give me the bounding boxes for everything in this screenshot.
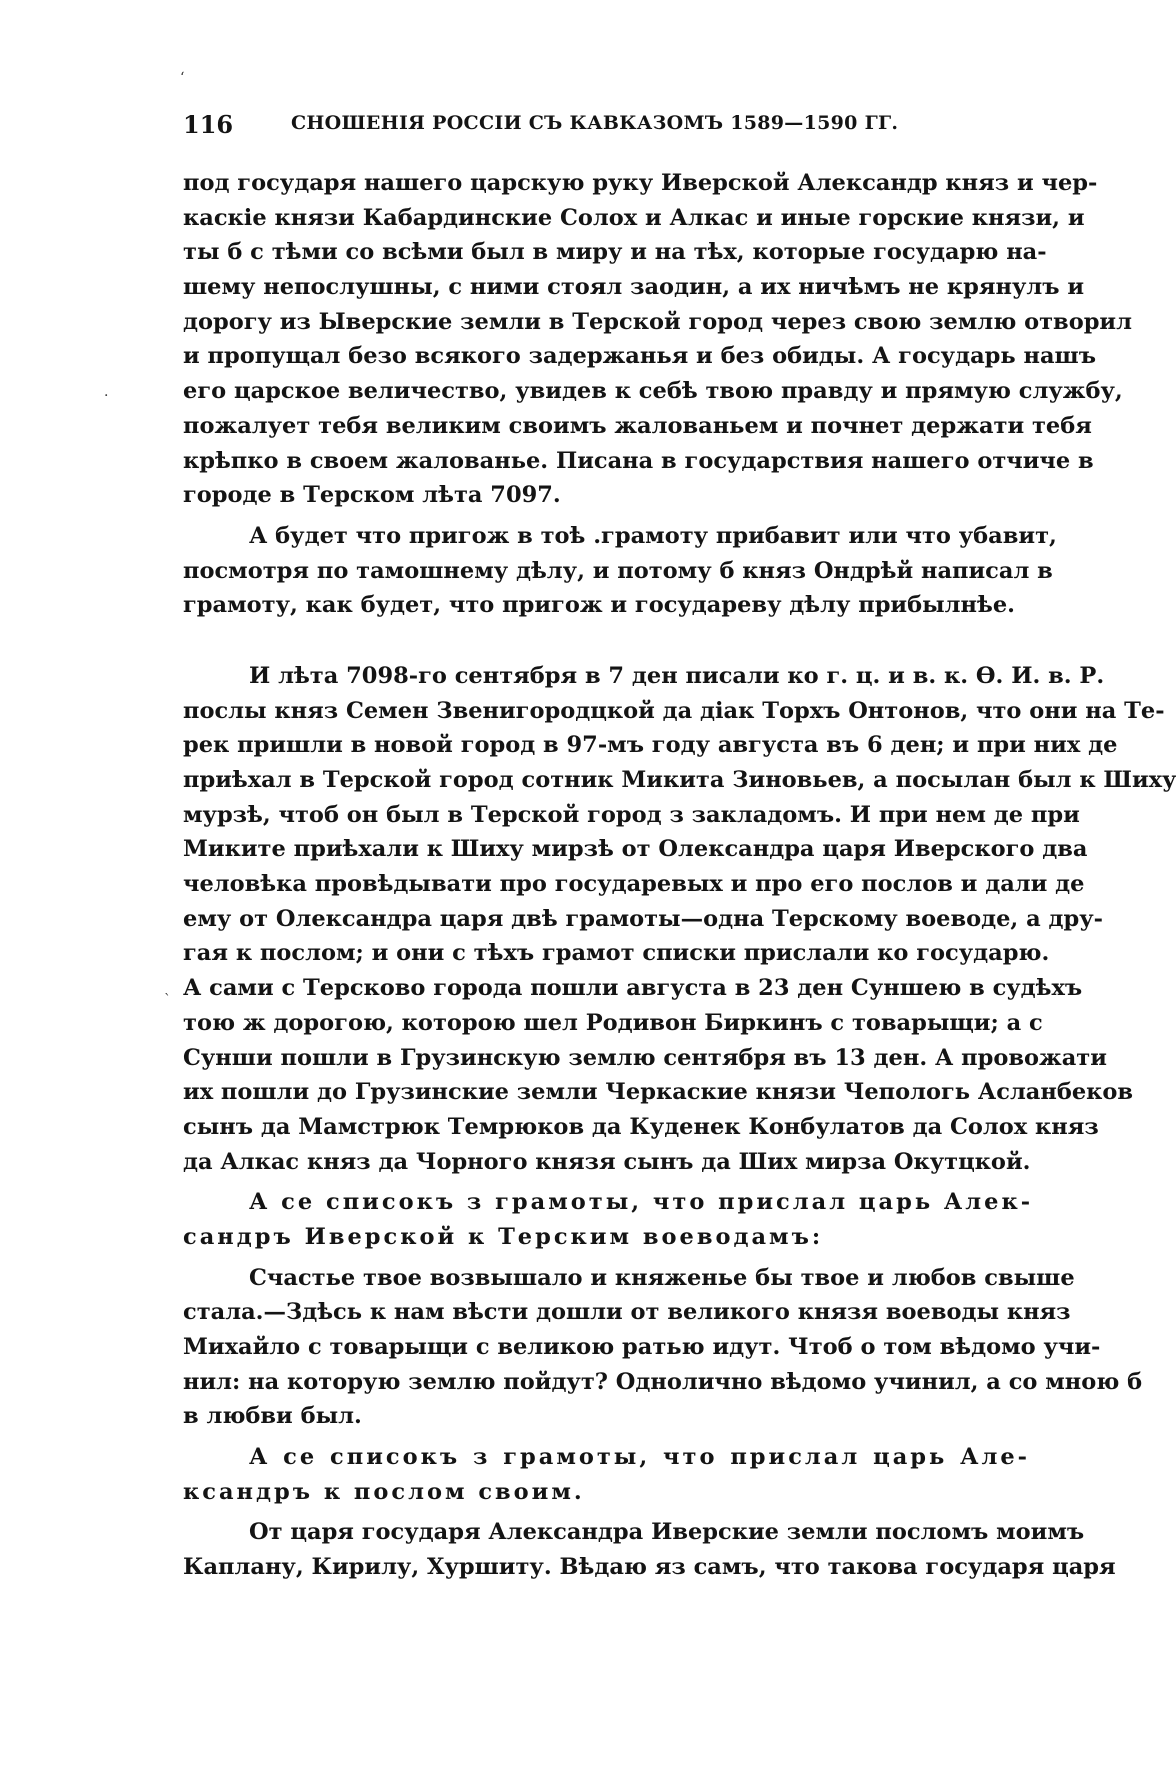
text-line: Счастье твое возвышало и княженье бы твое и любов свыше xyxy=(249,1264,1075,1291)
page-header xyxy=(183,110,900,144)
scan-speck: · xyxy=(104,388,109,404)
text-line: А се списокъ з грамоты, что прислал царь Але- xyxy=(249,1444,1030,1471)
text-line: рек пришли в новой город в 97-мъ году августа въ 6 ден; и при них де xyxy=(183,732,1118,759)
text-line: под государя нашего царскую руку Иверской Александр княз и чер- xyxy=(183,170,1098,196)
text-line: пожалует тебя великим своимъ жалованьем и почнет держати тебя xyxy=(183,412,1092,439)
scan-speck: ‘ xyxy=(180,70,185,86)
letter-heading xyxy=(183,1185,1034,1254)
text-line: Сунши пошли в Грузинскую землю сентября въ 13 ден. А провожати xyxy=(183,1044,1107,1071)
text-line: А будет что пригож в тоѣ .грамоту прибавит или что убавит, xyxy=(249,522,1057,549)
text-line: сынъ да Мамстрюк Темрюков да Куденек Конбулатов да Солох княз xyxy=(183,1113,1099,1140)
text-line: мурзѣ, чтоб он был в Терской город з закладомъ. И при нем де при xyxy=(183,801,1080,828)
text-line: шему непослушны, с ними стоял заодин, а их ничѣмъ не крянулъ и xyxy=(183,274,1085,301)
running-title: СНОШЕНІЯ РОССІИ СЪ КАВКАЗОМЪ 1589—1590 ГГ. xyxy=(291,112,899,134)
paragraph xyxy=(183,166,1132,513)
text-line: городе в Терском лѣта 7097. xyxy=(183,482,561,509)
paragraph xyxy=(183,519,1057,623)
paragraph xyxy=(183,1515,1116,1584)
text-line: посмотря по тамошнему дѣлу, и потому б княз Ондрѣй написал в xyxy=(183,557,1053,584)
text-line: в любви был. xyxy=(183,1403,362,1430)
text-line: ксандръ к послом своим. xyxy=(183,1478,585,1505)
letter-heading xyxy=(183,1440,1030,1509)
text-line: А сами с Терсково города пошли августа в 23 ден Суншею в судѣхъ xyxy=(183,975,1083,1002)
text-line: нил: на которую землю пойдут? Однолично вѣдомо учинил, а со мною б xyxy=(183,1368,1143,1395)
scan-speck: ` xyxy=(164,992,171,1008)
body-text xyxy=(183,166,1176,1585)
text-line: их пошли до Грузинские земли Черкаские князи Чепологь Асланбеков xyxy=(183,1079,1134,1106)
text-line: послы княз Семен Звенигородцкой да діак Торхъ Онтонов, что они на Те- xyxy=(183,697,1165,724)
text-line: ты б с тѣми со всѣми был в миру и на тѣх, которые государю на- xyxy=(183,239,1047,266)
text-line: грамоту, как будет, что пригож и государеву дѣлу прибылнѣе. xyxy=(183,592,1015,619)
text-line: И лѣта 7098-го сентября в 7 ден писали ко г. ц. и в. к. Ѳ. И. в. Р. xyxy=(249,662,1105,689)
text-line: каскіе князи Кабардинские Солох и Алкас и иные горские князи, и xyxy=(183,204,1085,231)
text-line: дорогу из Ыверские земли в Терской город через свою землю отворил xyxy=(183,308,1132,335)
text-line: человѣка провѣдывати про государевых и про его послов и дали де xyxy=(183,871,1085,898)
text-line: гая к послом; и они с тѣхъ грамот списки прислали ко государю. xyxy=(183,940,1050,967)
page-number: 116 xyxy=(183,110,234,139)
text-line: От царя государя Александра Иверские земли посломъ моимъ xyxy=(249,1519,1085,1546)
paragraph xyxy=(183,1261,1143,1434)
text-line: Каплану, Кирилу, Хуршиту. Вѣдаю яз самъ, что такова государя царя xyxy=(183,1554,1116,1581)
text-line: сандръ Иверской к Терским воеводамъ: xyxy=(183,1223,824,1250)
text-line: А се списокъ з грамоты, что прислал царь Алек- xyxy=(249,1189,1034,1216)
text-line: Михайло с товарыщи с великою ратью идут. Чтоб о том вѣдомо учи- xyxy=(183,1334,1101,1360)
text-line: его царское величество, увидев к себѣ твою правду и прямую службу, xyxy=(183,378,1123,405)
text-line: ему от Олександра царя двѣ грамоты—одна Терскому воеводе, а дру- xyxy=(183,905,1103,932)
text-line: да Алкас княз да Чорного князя сынъ да Ших мирза Окутцкой. xyxy=(183,1148,1031,1175)
text-line: Миките приѣхали к Шиху мирзѣ от Олександра царя Иверского два xyxy=(183,836,1088,863)
text-line: приѣхал в Терской город сотник Микита Зиновьев, а посылан был к Шиху xyxy=(183,767,1176,793)
paragraph xyxy=(183,659,1176,1179)
text-line: крѣпко в своем жалованье. Писана в государствия нашего отчиче в xyxy=(183,447,1094,474)
text-line: стала.—Здѣсь к нам вѣсти дошли от великого князя воеводы княз xyxy=(183,1299,1071,1326)
text-line: тою ж дорогою, которою шел Родивон Биркинъ с товарыщи; а с xyxy=(183,1009,1043,1036)
text-line: и пропущал безо всякого задержанья и без обиды. А государь нашъ xyxy=(183,343,1096,370)
